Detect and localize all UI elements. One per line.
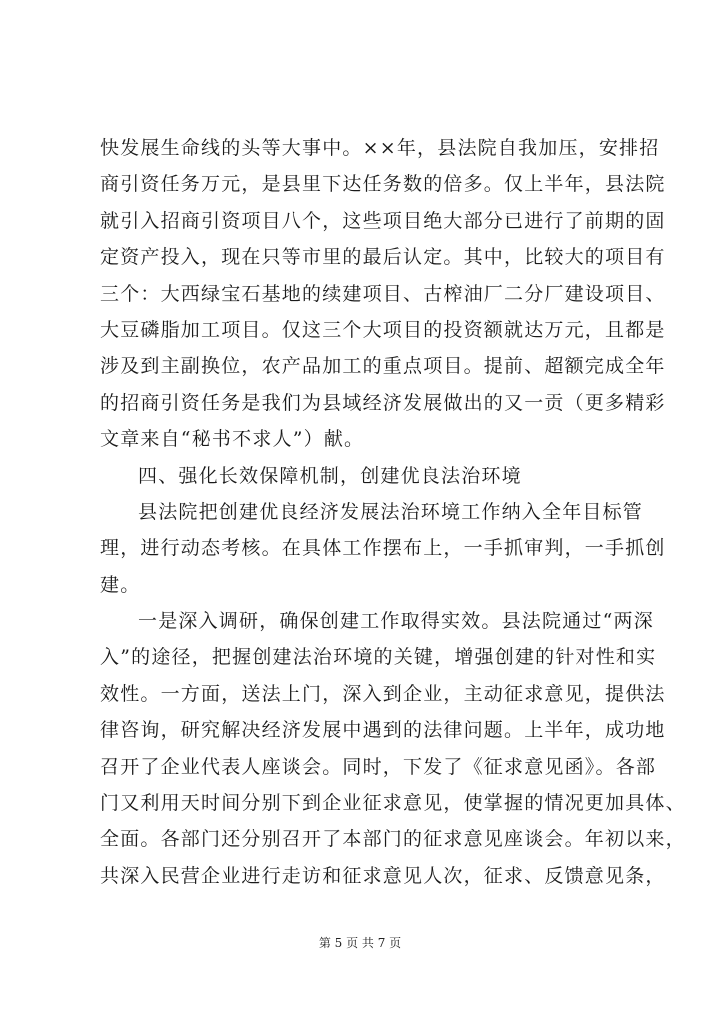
text-line: 的招商引资任务是我们为县域经济发展做出的又一贡（更多精彩 <box>100 391 666 414</box>
text-line: 门又利用天时间分别下到企业征求意见，使掌握的情况更加具体、 <box>100 792 686 815</box>
text-line: 文章来自“秘书不求人”）献。 <box>100 428 365 451</box>
section-heading: 四、强化长效保障机制，创建优良法治环境 <box>138 464 522 487</box>
text-line: 律咨询，研究解决经济发展中遇到的法律问题。上半年，成功地 <box>100 719 666 742</box>
page-number: 第 5 页 共 7 页 <box>318 936 402 950</box>
text-line: 全面。各部门还分别召开了本部门的征求意见座谈会。年初以来， <box>100 828 686 851</box>
text-line: 定资产投入，现在只等市里的最后认定。其中，比较大的项目有 <box>100 246 666 269</box>
text-line: 县法院把创建优良经济发展法治环境工作纳入全年目标管 <box>138 500 644 523</box>
text-line: 共深入民营企业进行走访和征求意见人次，征求、反馈意见条， <box>100 864 666 887</box>
text-line: 理，进行动态考核。在具体工作摆布上，一手抓审判，一手抓创 <box>100 537 666 560</box>
text-line: 大豆磷脂加工项目。仅这三个大项目的投资额就达万元，且都是 <box>100 318 666 341</box>
text-line: 快发展生命线的头等大事中。××年，县法院自我加压，安排招 <box>100 137 660 159</box>
text-line: 效性。一方面，送法上门，深入到企业，主动征求意见，提供法 <box>100 682 666 705</box>
text-line: 商引资任务万元，是县里下达任务数的倍多。仅上半年，县法院 <box>100 173 666 196</box>
text-line: 建。 <box>100 573 141 596</box>
body-text <box>100 130 686 894</box>
text-line: 涉及到主副换位，农产品加工的重点项目。提前、超额完成全年 <box>100 355 666 378</box>
text-line: 就引入招商引资项目八个，这些项目绝大部分已进行了前期的固 <box>100 209 666 232</box>
text-line: 三个：大西绿宝石基地的续建项目、古榨油厂二分厂建设项目、 <box>100 282 666 305</box>
text-line: 入”的途径，把握创建法治环境的关键，增强创建的针对性和实 <box>100 646 657 669</box>
text-line: 召开了企业代表人座谈会。同时，下发了《征求意见函》。各部 <box>100 755 657 778</box>
text-line: 一是深入调研，确保创建工作取得实效。县法院通过“两深 <box>138 610 654 633</box>
